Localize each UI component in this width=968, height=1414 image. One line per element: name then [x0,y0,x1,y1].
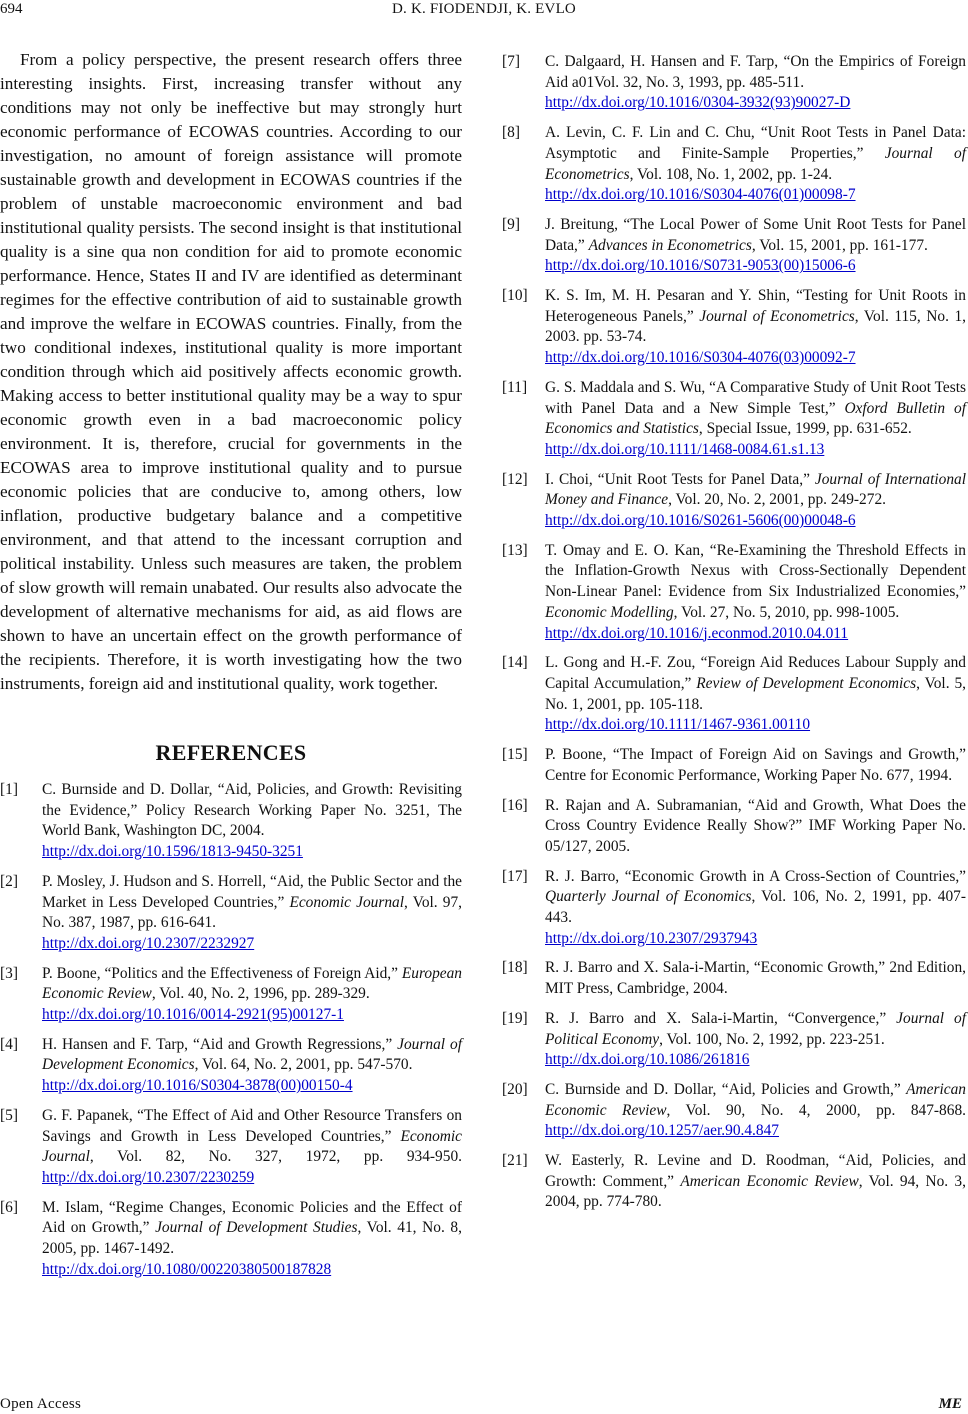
doi-link[interactable]: http://dx.doi.org/10.2307/2937943 [545,929,758,947]
doi-link[interactable]: http://dx.doi.org/10.1080/00220380500187828 [42,1260,332,1278]
reference-number: [18] [502,959,528,977]
reference-number: [7] [502,53,520,70]
open-access-label: Open Access [0,1396,82,1412]
reference-number: [8] [502,124,520,142]
reference-number: [9] [502,215,520,233]
reference-item [0,964,462,1026]
reference-details: , Vol. 5, No. 1, 2001, pp. 105-118. [545,674,966,713]
reference-item [0,1198,462,1281]
reference-number: [10] [502,287,528,305]
reference-number: [3] [0,964,18,982]
reference-text: P. Boone, “The Impact of Foreign Aid on Savings and Growth,” Centre for Economic Performance, Working Paper No. 677, 1994. [545,746,966,784]
reference-number: [5] [0,1106,18,1124]
reference-number: [15] [502,746,528,764]
doi-link[interactable]: http://dx.doi.org/10.1016/0304-3932(93)90027-D [545,94,851,112]
reference-item [502,470,966,532]
reference-journal: Quarterly Journal of Economics [545,888,752,906]
reference-journal: Journal of International Money and Finance [545,470,966,509]
journal-abbrev: ME [938,1396,962,1412]
right-column [502,52,966,1222]
reference-details: , Vol. 27, No. 5, 2010, pp. 998-1005. [673,603,900,621]
reference-item [502,867,966,950]
reference-item [502,52,966,114]
doi-link[interactable]: http://dx.doi.org/10.1257/aer.90.4.847 [545,1122,779,1140]
reference-item [0,872,462,955]
reference-journal: Economic Modelling [545,603,674,621]
reference-item [502,1151,966,1213]
reference-text: A. Levin, C. F. Lin and C. Chu, “Unit Root Tests in Panel Data: Asymptotic and Finite-Sample Properties,” [545,124,966,162]
reference-journal: Economic Journal [289,893,404,911]
reference-list-right [502,52,966,1213]
reference-item [502,653,966,736]
reference-details: , Vol. 94, No. 3, 2004, pp. 774-780. [545,1172,966,1211]
reference-details: , Vol. 82, No. 327, 1972, pp. 934-950. [89,1148,462,1166]
reference-text: H. Hansen and F. Tarp, “Aid and Growth Regressions,” [42,1035,398,1053]
reference-details: , Vol. 115, No. 1, 2003. pp. 53-74. [545,307,966,346]
reference-number: [14] [502,654,528,672]
reference-text: C. Dalgaard, H. Hansen and F. Tarp, “On the Empirics of Foreign Aid a01Vol. 32, No. 3, 1993, pp. 485-511. [545,53,966,91]
reference-text: L. Gong and H.-F. Zou, “Foreign Aid Reduces Labour Supply and Capital Accumulation,” [545,654,966,692]
reference-item [502,286,966,369]
page-number: 694 [0,1,23,17]
doi-link[interactable]: http://dx.doi.org/10.1016/S0304-4076(03)00092-7 [545,349,856,367]
reference-number: [20] [502,1080,528,1098]
doi-link[interactable]: http://dx.doi.org/10.2307/2230259 [42,1168,255,1186]
reference-text: C. Burnside and D. Dollar, “Aid, Policies and Growth,” [545,1080,907,1098]
reference-journal: American Economic Review [545,1080,966,1119]
reference-journal: Journal of Econometrics [545,144,966,183]
doi-link[interactable]: http://dx.doi.org/10.1016/S0304-4076(01)00098-7 [545,186,856,204]
reference-number: [6] [0,1198,18,1216]
left-column [0,48,462,1289]
reference-number: [17] [502,867,528,885]
reference-item [502,215,966,277]
doi-link[interactable]: http://dx.doi.org/10.1016/j.econmod.2010.04.011 [545,624,849,642]
reference-text: G. F. Papanek, “The Effect of Aid and Other Resource Transfers on Savings and Growth in Less Developed Countries,” [42,1106,462,1145]
doi-link[interactable]: http://dx.doi.org/10.1111/1468-0084.61.s1.13 [545,440,825,458]
reference-item [502,541,966,645]
doi-link[interactable]: http://dx.doi.org/10.1086/261816 [545,1051,750,1069]
reference-text: T. Omay and E. O. Kan, “Re-Examining the Threshold Effects in the Inflation-Growth Nexus with Cross-Sectionally Dependent Non-Linear Panel: Evidence from Six Industrialized Economies,” [545,541,966,601]
reference-item [0,780,462,863]
reference-journal: Oxford Bulletin of Economics and Statistics [545,399,966,438]
reference-item [0,1035,462,1097]
reference-item [502,123,966,206]
reference-details: , Vol. 20, No. 2, 2001, pp. 249-272. [668,491,886,509]
reference-details: , Vol. 15, 2001, pp. 161-177. [751,236,928,254]
reference-item [502,1080,966,1142]
reference-text: I. Choi, “Unit Root Tests for Panel Data,” [545,470,815,488]
reference-number: [4] [0,1035,18,1053]
reference-journal: Journal of Econometrics [699,307,855,325]
reference-details: , Vol. 41, No. 8, 2005, pp. 1467-1492. [42,1219,462,1258]
reference-journal: Journal of Development Studies [155,1219,358,1237]
reference-journal: Economic Journal [42,1127,462,1166]
reference-number: [13] [502,541,528,559]
reference-journal: Advances in Econometrics [588,236,752,254]
reference-text: J. Breitung, “The Local Power of Some Unit Root Tests for Panel Data,” [545,215,966,254]
reference-text: K. S. Im, M. H. Pesaran and Y. Shin, “Testing for Unit Roots in Heterogeneous Panels,” [545,287,966,325]
reference-text: W. Easterly, R. Levine and D. Roodman, “Aid, Policies, and Growth: Comment,” [545,1152,966,1190]
reference-list-left [0,780,462,1280]
doi-link[interactable]: http://dx.doi.org/10.1016/0014-2921(95)00127-1 [42,1006,344,1024]
reference-text: P. Mosley, J. Hudson and S. Horrell, “Aid, the Public Sector and the Market in Less Developed Countries,” [42,872,462,911]
reference-details: , Special Issue, 1999, pp. 631-652. [698,420,912,438]
reference-details: , Vol. 108, No. 1, 2002, pp. 1-24. [629,165,833,183]
reference-text: R. J. Barro and X. Sala-i-Martin, “Convergence,” [545,1009,897,1027]
reference-item [502,1009,966,1071]
reference-item [502,378,966,461]
reference-item [502,958,966,999]
reference-number: [12] [502,470,528,488]
reference-number: [19] [502,1009,528,1027]
reference-details: , Vol. 106, No. 2, 1991, pp. 407-443. [545,888,966,927]
reference-number: [2] [0,872,18,890]
doi-link[interactable]: http://dx.doi.org/10.2307/2232927 [42,934,255,952]
reference-text: C. Burnside and D. Dollar, “Aid, Policies, and Growth: Revisiting the Evidence,” Policy Research Working Paper No. 3251, The World Bank, Washington DC, 2004. [42,781,462,840]
reference-item [502,745,966,786]
running-head-authors: D. K. FIODENDJI, K. EVLO [392,1,576,17]
conclusion-paragraph: From a policy perspective, the present research offers three interesting insights. First, increasing transfer without any conditions may not only be ineffective but may strongly hurt economic performance of ECOWAS countries. According to our investigation, no amount of foreign assistance will promote sustainable growth and development in ECOWAS countries if the problem of unstable macroeconomic environment and bad institutional quality persists. The second insight is that institutional quality is a sine qua non condition for aid to promote economic performance. Hence, States II and IV are identified as determinant regimes for the effective contribution of aid to sustainable growth and improve the welfare in ECOWAS countries. Finally, from the two conditional indexes, institutional quality is more important condition through which aid positively affects economic growth. Making access to better institutional quality may be a way to spur economic growth even in a bad macroeconomic policy environment. It is, therefore, crucial for governments in the ECOWAS area to improve institutional quality and to pursue economic policies that are conducive to, among others, low inflation, productive budgetary balance and a competitive environment, and that attend to the incessant corruption and political instability. Unless such measures are taken, the problem of slow growth will remain unabated. Our results also advocate the development of alternative mechanisms for aid, as aid flows are shown to have an uncertain effect on the growth performance of the recipients. Therefore, it is worth investigating how the two instruments, foreign aid and institutional quality, work together. [0,50,462,693]
reference-text: G. S. Maddala and S. Wu, “A Comparative Study of Unit Root Tests with Panel Data and a New Simple Test,” [545,378,966,417]
reference-text: M. Islam, “Regime Changes, Economic Policies and the Effect of Aid on Growth,” [42,1198,462,1237]
reference-details: , Vol. 64, No. 2, 2001, pp. 547-570. [194,1056,413,1074]
doi-link[interactable]: http://dx.doi.org/10.1596/1813-9450-3251 [42,843,303,861]
reference-text: R. J. Barro and X. Sala-i-Martin, “Economic Growth,” 2nd Edition, MIT Press, Cambridge, 2004. [545,959,966,998]
reference-text: R. Rajan and A. Subramanian, “Aid and Growth, What Does the Cross Country Evidence Really Show?” IMF Working Paper No. 05/127, 2005. [545,796,966,855]
reference-number: [16] [502,796,528,814]
reference-number: [21] [502,1152,528,1170]
reference-item [502,796,966,858]
reference-journal: American Economic Review [680,1172,859,1190]
reference-text: R. J. Barro, “Economic Growth in A Cross-Section of Countries,” [545,867,966,885]
reference-number: [1] [0,781,18,798]
reference-item [0,1106,462,1189]
reference-details: , Vol. 90, No. 4, 2000, pp. 847-868. [666,1101,966,1119]
reference-details: , Vol. 40, No. 2, 1996, pp. 289-329. [151,985,370,1003]
reference-journal: Journal of Development Economics [42,1035,462,1074]
doi-link[interactable]: http://dx.doi.org/10.1016/S0304-3878(00)00150-4 [42,1077,353,1095]
reference-details: , Vol. 97, No. 387, 1987, pp. 616-641. [42,893,463,932]
reference-details: , Vol. 100, No. 2, 1992, pp. 223-251. [659,1030,885,1048]
doi-link[interactable]: http://dx.doi.org/10.1111/1467-9361.00110 [545,716,811,734]
reference-text: P. Boone, “Politics and the Effectiveness of Foreign Aid,” [42,964,402,982]
reference-number: [11] [502,378,528,396]
reference-journal: Journal of Political Economy [545,1009,966,1048]
doi-link[interactable]: http://dx.doi.org/10.1016/S0731-9053(00)15006-6 [545,257,856,275]
reference-journal: Review of Development Economics [696,674,917,692]
doi-link[interactable]: http://dx.doi.org/10.1016/S0261-5606(00)00048-6 [545,512,856,530]
page-header [0,0,968,24]
reference-journal: European Economic Review [42,964,462,1003]
references-heading: REFERENCES [155,740,307,765]
